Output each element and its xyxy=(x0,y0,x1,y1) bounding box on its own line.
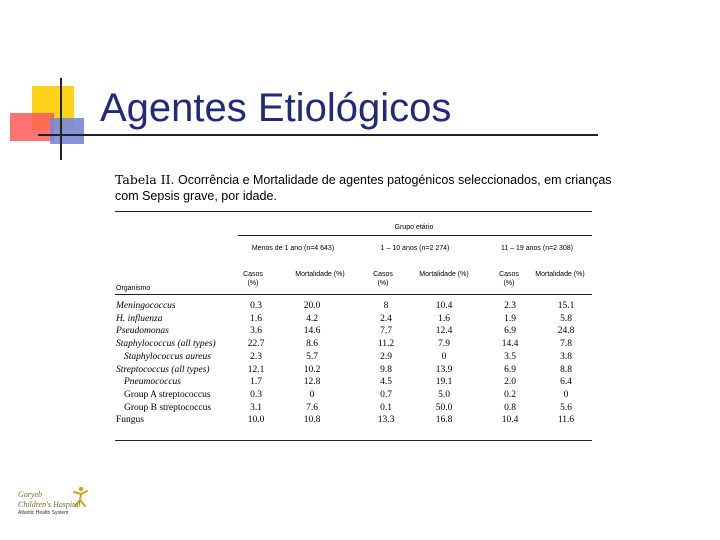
table-cell: 0.3 xyxy=(250,301,262,311)
group-header-rule xyxy=(238,235,592,236)
caption-text: Ocorrência e Mortalidade de agentes patogénicos seleccionados, em crianças com Sepsis grave, por idade. xyxy=(115,173,612,203)
table-cell: 12.1 xyxy=(247,364,265,375)
table-cell: 12.4 xyxy=(435,326,453,337)
table-cell: 0 xyxy=(309,389,315,400)
table-cell: 2.9 xyxy=(380,351,392,362)
table-caption xyxy=(115,172,635,204)
table-cell: 5.0 xyxy=(438,389,450,400)
table-cell: 2.4 xyxy=(380,313,392,324)
table-cell: 0.8 xyxy=(504,402,516,413)
table-cell: 11.2 xyxy=(377,339,395,350)
table-cell: 12.8 xyxy=(303,377,321,388)
table-cell: 20.0 xyxy=(303,301,321,311)
table-bottom-rule xyxy=(115,440,592,441)
table-cell: 3.8 xyxy=(560,351,572,362)
table-cell: 1.6 xyxy=(250,313,262,324)
table-cell: 14.4 xyxy=(501,339,519,350)
age-group-header: 11 – 19 anos (n=2 308) xyxy=(500,245,574,252)
table-top-rule xyxy=(115,211,592,212)
table-cell: 7.9 xyxy=(438,339,450,350)
table-row-organism: Group A streptococcus xyxy=(124,389,211,400)
sub-header-mortality: Mortalidade (%) xyxy=(419,271,469,278)
table-cell: 14.6 xyxy=(303,326,321,337)
table-row-organism: Staphylococcus aureus xyxy=(124,351,211,362)
sub-header-cases: Casos (%) xyxy=(373,271,393,287)
table-cell: 6.4 xyxy=(560,377,572,388)
table-cell: 13.3 xyxy=(377,415,395,426)
hospital-logo xyxy=(14,486,96,520)
table-cell: 4.5 xyxy=(380,377,392,388)
age-group-header: Menos de 1 ano (n=4 643) xyxy=(251,245,335,252)
table-row-organism: Fungus xyxy=(116,415,144,426)
table-cell: 50.0 xyxy=(435,402,453,413)
age-group-header: 1 – 10 anos (n=2 274) xyxy=(380,245,450,252)
table-cell: 1.7 xyxy=(250,377,262,388)
table-cell: 10.8 xyxy=(303,415,321,426)
table-cell: 0.1 xyxy=(380,402,392,413)
table-row-organism: Pseudomonas xyxy=(116,326,169,337)
table-cell: 13.9 xyxy=(435,364,453,375)
table-cell: 24.8 xyxy=(557,326,575,337)
table-row-organism: Group B streptococcus xyxy=(124,402,212,413)
table-cell: 5.6 xyxy=(560,402,572,413)
table-cell: 5.7 xyxy=(306,351,318,362)
slide-title: Agentes Etiológicos xyxy=(100,86,452,130)
table-cell: 7.7 xyxy=(380,326,392,337)
table-row-organism: Streptococcus (all types) xyxy=(116,364,210,375)
table-cell: 7.6 xyxy=(306,402,318,413)
table-cell: 6.9 xyxy=(504,326,516,337)
table-cell: 10.2 xyxy=(303,364,321,375)
table-cell: 0.3 xyxy=(250,389,262,400)
table-cell: 22.7 xyxy=(247,339,265,350)
table-cell: 3.5 xyxy=(504,351,516,362)
table-cell: 16.8 xyxy=(435,415,453,426)
table-cell: 9.8 xyxy=(380,364,392,375)
table-cell: 3.1 xyxy=(250,402,262,413)
organism-column-header: Organismo xyxy=(116,285,151,292)
table-cell: 2.0 xyxy=(504,377,516,388)
table-cell: 2.3 xyxy=(504,301,516,311)
table-row-organism: Meningococcus xyxy=(116,301,176,311)
logo-line-3: Atlantic Health System xyxy=(18,510,69,516)
table-cell: 8.8 xyxy=(560,364,572,375)
table-cell: 1.6 xyxy=(438,313,450,324)
table-cell: 15.1 xyxy=(557,301,575,311)
table-cell: 11.6 xyxy=(557,415,575,426)
table-cell: 4.2 xyxy=(306,313,318,324)
table-cell: 0 xyxy=(563,389,569,400)
decor-red-square xyxy=(10,113,54,141)
table-cell: 6.9 xyxy=(504,364,516,375)
decor-vertical-line xyxy=(60,78,62,160)
table-row-organism: Pneumococcus xyxy=(124,377,181,388)
table-cell: 1.9 xyxy=(504,313,516,324)
table-cell: 10.0 xyxy=(247,415,265,426)
table-cell: 8.6 xyxy=(306,339,318,350)
caption-lead: Tabela II. xyxy=(115,172,175,187)
sub-header-mortality: Mortalidade (%) xyxy=(535,271,585,278)
sub-header-cases: Casos (%) xyxy=(243,271,263,287)
logo-line-1: Goryeb xyxy=(18,490,42,499)
decor-blue-square xyxy=(50,118,84,144)
decor-horizontal-line xyxy=(38,134,598,136)
table-cell: 5.8 xyxy=(560,313,572,324)
group-header: Grupo etário xyxy=(394,224,434,231)
table-row-organism: Staphylococcus (all types) xyxy=(116,339,216,350)
table-cell: 19.1 xyxy=(435,377,453,388)
logo-line-2: Children's Hospital xyxy=(18,500,81,509)
table-cell: 10.4 xyxy=(501,415,519,426)
table-cell: 8 xyxy=(383,301,389,311)
table-cell: 2.3 xyxy=(250,351,262,362)
sub-header-cases: Casos (%) xyxy=(499,271,519,287)
header-bottom-rule xyxy=(115,294,592,295)
table-cell: 3.6 xyxy=(250,326,262,337)
table-cell: 0.2 xyxy=(504,389,516,400)
table-cell: 7.8 xyxy=(560,339,572,350)
sub-header-mortality: Mortalidade (%) xyxy=(295,271,345,278)
table-row-organism: H. influenza xyxy=(116,313,163,324)
table-cell: 10.4 xyxy=(435,301,453,311)
table-cell: 0 xyxy=(441,351,447,362)
table-cell: 0.7 xyxy=(380,389,392,400)
